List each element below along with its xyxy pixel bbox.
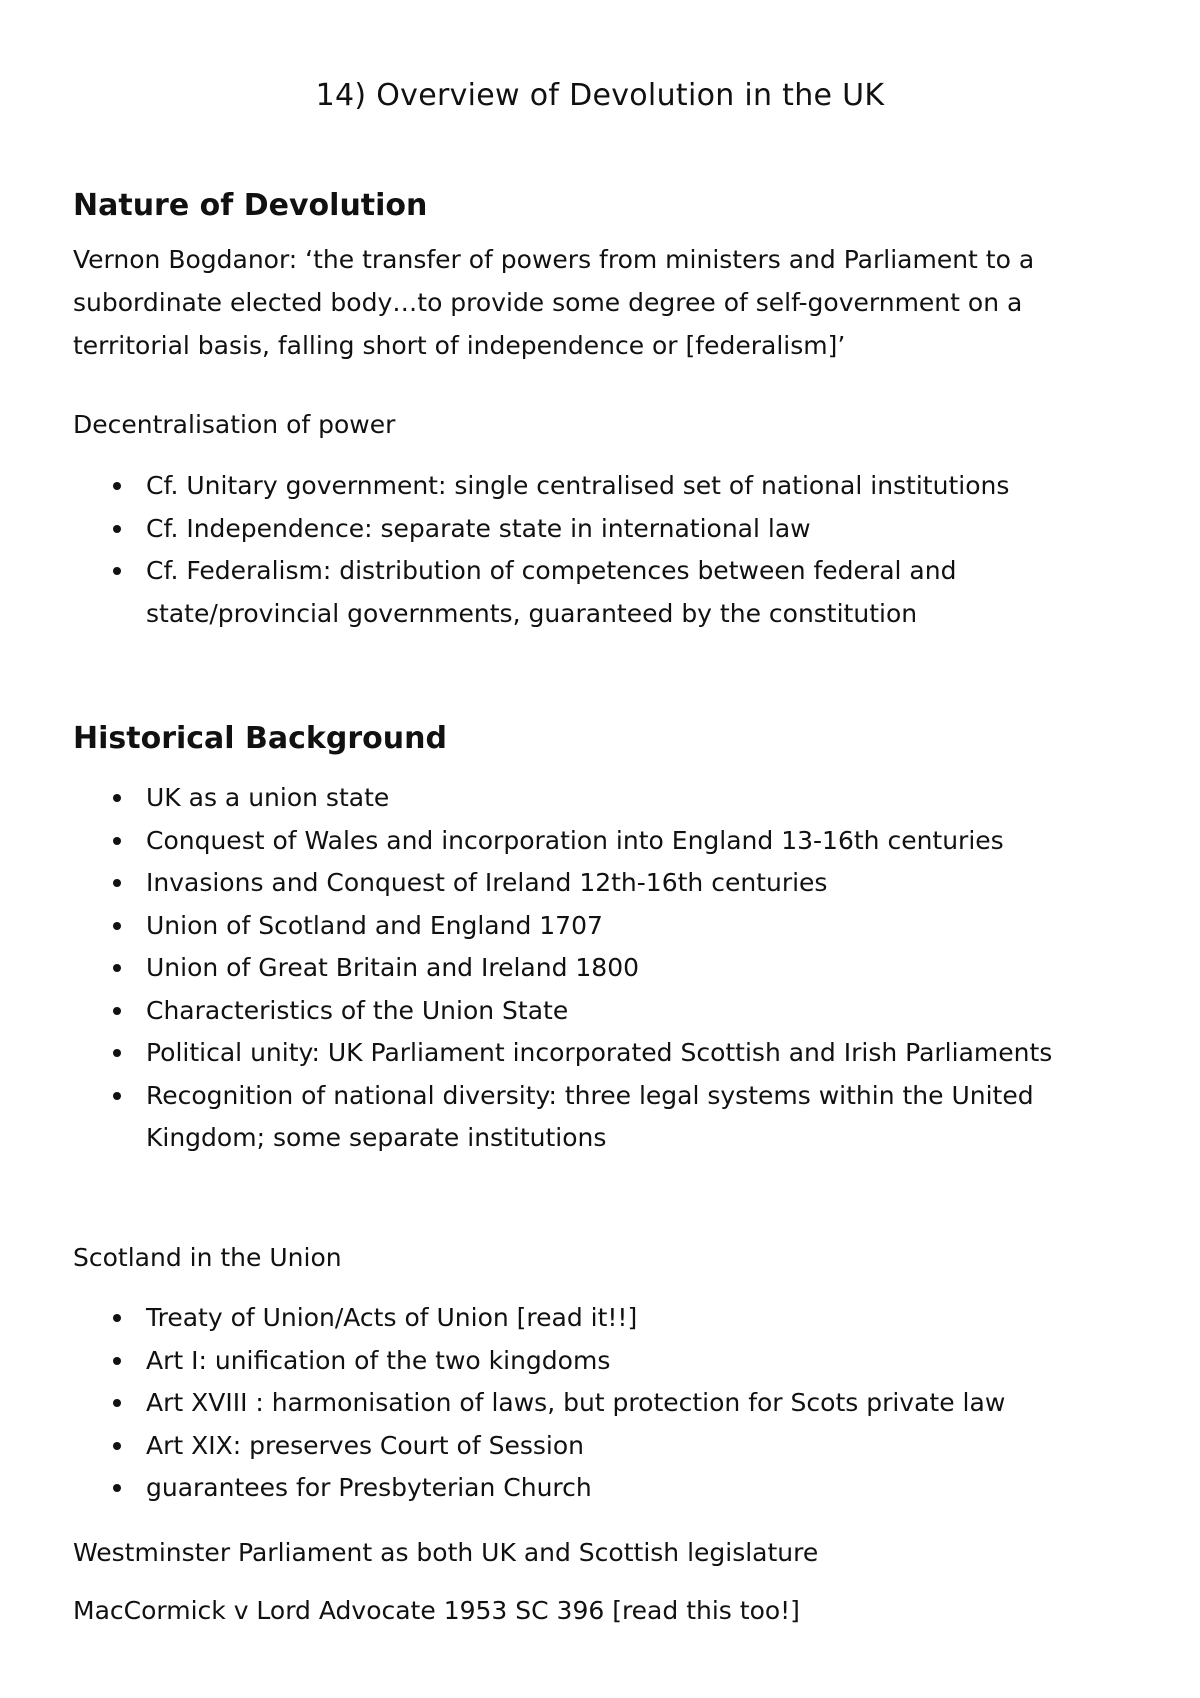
list-item-text: Cf. Unitary government: single centralised set of national institutions	[146, 471, 1010, 500]
list-item	[73, 465, 1123, 508]
bullet-icon	[113, 1007, 121, 1015]
list-item-text: Cf. Independence: separate state in international law	[146, 513, 811, 543]
list-item	[73, 1297, 1123, 1340]
list-item-text: Art XIX: preserves Court of Session	[146, 1430, 584, 1460]
list-item-text: Art I: unification of the two kingdoms	[146, 1345, 611, 1375]
maccormick-text: MacCormick v Lord Advocate 1953 SC 396 [read this too!]	[73, 1596, 800, 1625]
list-item	[73, 508, 1123, 551]
bullet-icon	[113, 1049, 121, 1057]
list-item-text: Conquest of Wales and incorporation into England 13-16th centuries	[146, 825, 1004, 855]
list-item	[73, 1340, 1123, 1383]
list-item	[73, 1467, 1123, 1510]
bullet-icon	[113, 525, 121, 533]
bullet-icon	[113, 879, 121, 887]
list-item	[73, 1382, 1123, 1425]
list-item-text: UK as a union state	[146, 783, 390, 812]
bullet-icon	[113, 1357, 121, 1365]
list-item-text: Art XVIII : harmonisation of laws, but protection for Scots private law	[146, 1388, 1006, 1417]
list-item	[73, 1425, 1123, 1468]
bullet-icon	[113, 482, 121, 490]
bullet-icon	[113, 922, 121, 930]
list-item-text: Cf. Federalism: distribution of competences between federal and state/provincial governments, guaranteed by the constitution	[146, 556, 957, 628]
list-item	[73, 820, 1123, 863]
historical-bullet-list	[73, 777, 1123, 1160]
list-item-text: Union of Great Britain and Ireland 1800	[146, 953, 640, 982]
bogdanor-quote: Vernon Bogdanor: ‘the transfer of powers from ministers and Parliament to a subordinate elected body…to provide some degree of self-government on a territorial basis, falling short of independence or [federalism]’	[73, 245, 1035, 360]
bullet-icon	[113, 1092, 121, 1100]
bullet-icon	[113, 1442, 121, 1450]
bullet-icon	[113, 794, 121, 802]
list-item-text: Recognition of national diversity: three legal systems within the United Kingdom; some separate institutions	[146, 1080, 1034, 1152]
section-heading-nature: Nature of Devolution	[73, 188, 428, 223]
list-item-text: Characteristics of the Union State	[146, 995, 569, 1025]
list-item	[73, 1032, 1123, 1075]
bullet-icon	[113, 1484, 121, 1492]
list-item-text: guarantees for Presbyterian Church	[146, 1473, 592, 1502]
decentralisation-text: Decentralisation of power	[73, 410, 396, 439]
list-item-text: Union of Scotland and England 1707	[146, 910, 603, 940]
list-item	[73, 905, 1123, 948]
nature-bullet-list	[73, 465, 1123, 635]
bullet-icon	[113, 964, 121, 972]
scotland-subheading: Scotland in the Union	[73, 1243, 342, 1272]
list-item	[73, 947, 1123, 990]
scotland-bullet-list	[73, 1297, 1123, 1510]
bullet-icon	[113, 1399, 121, 1407]
list-item	[73, 990, 1123, 1033]
list-item-text: Invasions and Conquest of Ireland 12th-16th centuries	[146, 868, 828, 897]
list-item	[73, 550, 1123, 635]
bullet-icon	[113, 1314, 121, 1322]
westminster-text: Westminster Parliament as both UK and Scottish legislature	[73, 1538, 819, 1567]
page-title: 14) Overview of Devolution in the UK	[315, 78, 885, 113]
bullet-icon	[113, 567, 121, 575]
list-item-text: Treaty of Union/Acts of Union [read it!!]	[146, 1303, 638, 1332]
list-item-text: Political unity: UK Parliament incorporated Scottish and Irish Parliaments	[146, 1038, 1053, 1067]
section-heading-historical: Historical Background	[73, 721, 447, 756]
bullet-icon	[113, 837, 121, 845]
list-item	[73, 862, 1123, 905]
list-item	[73, 1075, 1123, 1160]
list-item	[73, 777, 1123, 820]
